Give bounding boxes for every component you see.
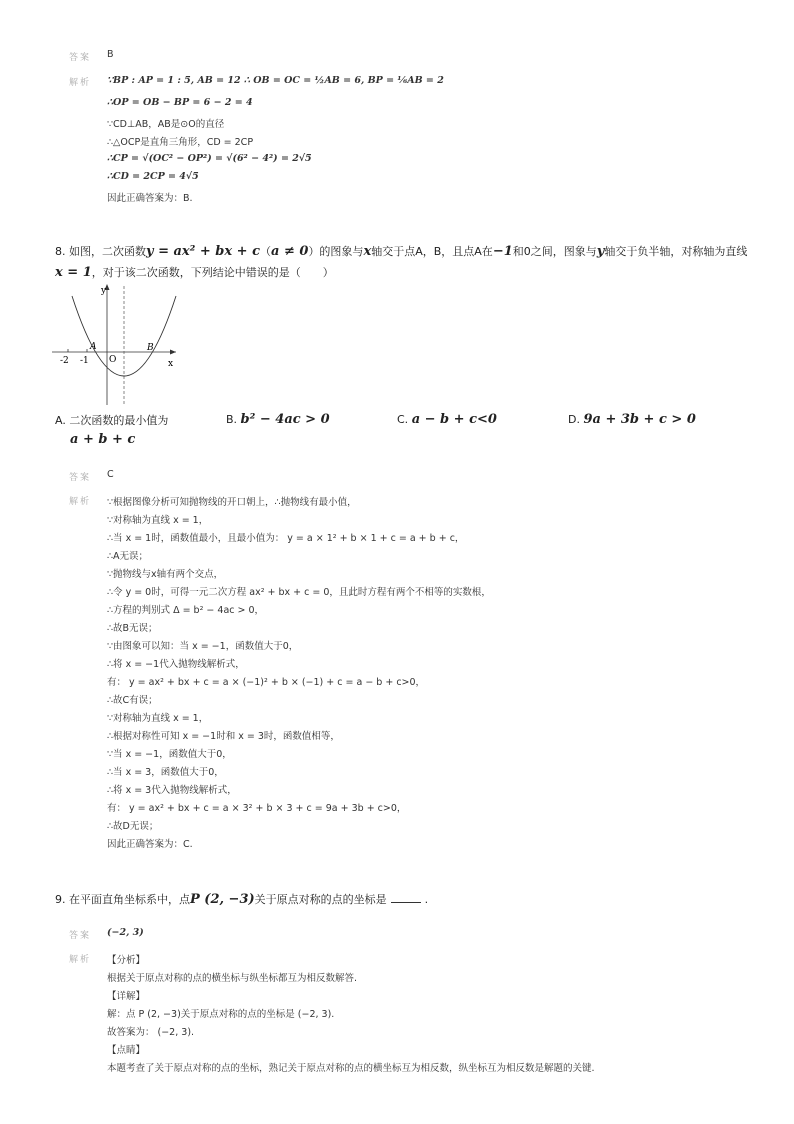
analysis-line: 【分析】 [107,955,146,966]
answer-value: (−2, 3) [107,927,144,938]
analysis-line: ∴△OCP是直角三角形，CD = 2CP [107,137,254,148]
point-b-label: B [147,343,154,353]
analysis-line: ∴令 y = 0时，可得一元二次方程 ax² + bx + c = 0，且此时方程有两个不相等的实数根， [107,587,491,598]
analysis-line: ∵对称轴为直线 x = 1， [107,713,209,724]
analysis-line: ∴方程的判别式 Δ = b² − 4ac > 0， [107,605,265,616]
option-c-math: a − b + c<0 [411,412,497,427]
analysis-line: ∴CD = 2CP = 4√5 [107,171,199,182]
stem-math: P (2, −3) [190,892,255,907]
analysis-line: ∵由图象可以知：当 x = −1，函数值大于0， [107,641,299,652]
x-axis-label: x [168,359,174,369]
stem-math: −1 [492,244,513,259]
analysis-line: 因此正确答案为：C. [107,839,193,850]
answer-tag: 答案 [69,473,92,483]
analysis-line: ∴故B无误； [107,623,158,634]
q8-stem-line2 [55,264,334,280]
point-a-label: A [90,342,97,352]
stem-math: y = ax² + bx + c [146,244,261,259]
stem-text: 轴交于负半轴，对称轴为直线 [604,245,748,258]
analysis-line: ∴OP = OB − BP = 6 − 2 = 4 [107,97,253,108]
option-d[interactable] [568,412,696,427]
analysis-line: 因此正确答案为：B. [107,193,193,204]
analysis-line: 【详解】 [107,991,146,1002]
q8-stem-line1 [55,243,747,259]
analysis-line: 根据关于原点对称的点的横坐标与纵坐标都互为相反数解答. [107,973,358,984]
analysis-line: ∴将 x = −1代入抛物线解析式， [107,659,245,670]
analysis-line: ∴故C有误； [107,695,158,706]
analysis-tag: 解析 [69,497,92,507]
analysis-line: 故答案为： (−2, 3). [107,1027,195,1038]
stem-math: x = 1 [55,265,92,280]
option-a-label: A. 二次函数的最小值为 [55,414,169,427]
tick-label: -2 [60,356,69,366]
answer-tag: 答案 [69,931,92,941]
stem-text: （ [260,245,272,258]
analysis-line: ∴将 x = 3代入抛物线解析式， [107,785,237,796]
q9-stem [55,891,428,907]
option-b-math: b² − 4ac > 0 [240,412,330,427]
analysis-line: 有： y = ax² + bx + c = a × 3² + b × 3 + c = 9a + 3b + c>0， [107,803,407,814]
analysis-line: ∴当 x = 3，函数值大于0， [107,767,224,778]
analysis-line: ∴当 x = 1时，函数值最小，且最小值为： y = a × 1² + b × 1 + c = a + b + c， [107,533,465,544]
stem-text: 8. 如图，二次函数 [55,245,146,258]
stem-text: 和0之间，图象与 [512,245,597,258]
x-axis-arrow [170,350,176,355]
analysis-line: 【点睛】 [107,1045,146,1056]
answer-value: B [107,49,114,60]
answer-value: C [107,469,114,480]
option-b[interactable] [226,412,330,427]
option-c-label: C. [397,413,409,426]
answer-tag: 答案 [69,53,92,63]
stem-text: 9. 在平面直角坐标系中，点 [55,893,190,906]
analysis-line: ∵抛物线与x轴有两个交点， [107,569,224,580]
analysis-line: ∴根据对称性可知 x = −1时和 x = 3时，函数值相等， [107,731,340,742]
analysis-tag: 解析 [69,955,92,965]
answer-blank[interactable] [391,893,421,903]
analysis-line: ∵当 x = −1，函数值大于0， [107,749,232,760]
analysis-line: ∵根据图像分析可知抛物线的开口朝上，∴抛物线有最小值， [107,497,357,508]
origin-label: O [109,355,117,365]
option-c[interactable] [397,412,497,427]
y-axis-label: y [101,286,107,296]
stem-text: 关于原点对称的点的坐标是 [254,893,387,906]
analysis-line: ∴故D无误； [107,821,159,832]
option-a-cont [70,432,135,447]
stem-text: . [424,893,429,906]
option-d-label: D. [568,413,580,426]
analysis-line: ∵BP : AP = 1 : 5, AB = 12 ∴ OB = OC = ½AB = 6, BP = ⅙AB = 2 [107,75,444,86]
stem-text: ）的图象与 [308,245,364,258]
parabola-graph [52,280,182,410]
option-a[interactable] [55,412,168,428]
analysis-line: 本题考查了关于原点对称的点的坐标，熟记关于原点对称的点的横坐标互为相反数，纵坐标互为相反数是解题的关键. [107,1063,595,1074]
analysis-line: ∵CD⊥AB，AB是⊙O的直径 [107,119,225,130]
analysis-line: ∵对称轴为直线 x = 1， [107,515,209,526]
tick-label: -1 [80,356,89,366]
stem-math: y [596,244,605,259]
analysis-tag: 解析 [69,78,92,88]
analysis-line: 解：点 P (2, −3)关于原点对称的点的坐标是 (−2, 3). [107,1009,335,1020]
stem-text: ，对于该二次函数，下列结论中错误的是（ ） [91,266,334,279]
option-a-math: a + b + c [70,432,136,447]
analysis-line: ∴A无误； [107,551,149,562]
option-d-math: 9a + 3b + c > 0 [583,412,696,427]
option-b-label: B. [226,413,238,426]
analysis-line: 有： y = ax² + bx + c = a × (−1)² + b × (−1) + c = a − b + c>0， [107,677,426,688]
stem-math: x [363,244,372,259]
analysis-line: ∴CP = √(OC² − OP²) = √(6² − 4²) = 2√5 [107,153,312,164]
stem-text: 轴交于点A，B，且点A在 [371,245,493,258]
stem-math: a ≠ 0 [271,244,309,259]
